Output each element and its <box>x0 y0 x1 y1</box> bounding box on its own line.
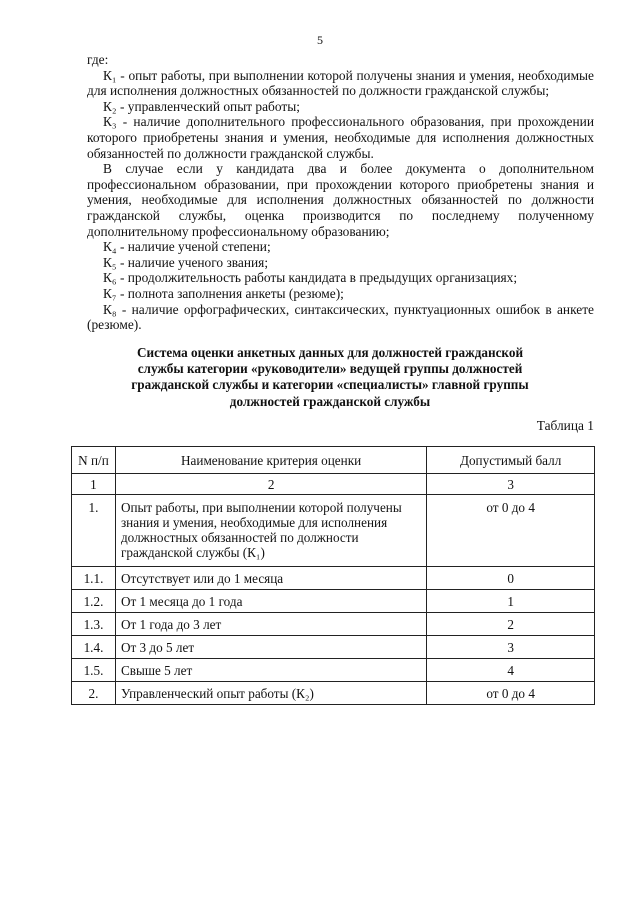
row-number: 1.4. <box>72 636 116 659</box>
column-header: Наименование критерия оценки <box>115 447 426 474</box>
heading-line: должностей гражданской службы <box>229 393 431 409</box>
score-value: 3 <box>427 636 595 659</box>
table-cell: 3 <box>427 474 595 495</box>
criterion-name: От 1 года до 3 лет <box>115 613 426 636</box>
paragraph: К₁ - опыт работы, при выполнении которой получены знания и умения, необходимые для исполнения должностных обязанностей по должности гражданской службы; <box>87 67 594 99</box>
paragraph: К₇ - полнота заполнения анкеты (резюме); <box>103 285 344 301</box>
paragraph: К₄ - наличие ученой степени; <box>103 239 271 255</box>
score-value: 2 <box>427 613 595 636</box>
paragraph: В случае если у кандидата два и более документа о дополнительном профессиональном образовании, при прохождении которого приобретены знания и умения, необходимые для исполнения должностных обязанностей по должности гражданской службы, оценка производится по последнему полученному дополнительному профессиональному образованию; <box>87 161 594 239</box>
row-number: 1.5. <box>72 659 116 682</box>
score-value: от 0 до 4 <box>427 682 595 705</box>
criterion-name: От 1 месяца до 1 года <box>115 590 426 613</box>
body-text <box>87 52 594 333</box>
score-value: 4 <box>427 659 595 682</box>
paragraph: К₂ - управленческий опыт работы; <box>103 98 300 114</box>
heading-line: службы категории «руководители» ведущей группы должностей <box>137 361 523 377</box>
table-label: Таблица 1 <box>536 418 594 433</box>
criterion-name: Опыт работы, при выполнении которой получены знания и умения, необходимые для исполнения должностных обязанностей по должности гражданской службы (К₁) <box>115 495 426 567</box>
table-cell: 2 <box>115 474 426 495</box>
column-header: N п/п <box>72 447 116 474</box>
row-number: 1.3. <box>72 613 116 636</box>
criterion-name: Отсутствует или до 1 месяца <box>115 567 426 590</box>
table-row <box>72 495 595 567</box>
table-row <box>72 613 595 636</box>
score-value: от 0 до 4 <box>427 495 595 567</box>
score-value: 1 <box>427 590 595 613</box>
section-heading <box>100 345 560 410</box>
page-number: 5 <box>317 33 323 47</box>
column-index-row <box>72 474 595 495</box>
paragraph: К₃ - наличие дополнительного профессионального образования, при прохождении которого приобретены знания и умения, необходимые для исполнения должностных обязанностей по должности гражданской службы. <box>87 114 594 161</box>
row-number: 1.1. <box>72 567 116 590</box>
paragraph: К₈ - наличие орфографических, синтаксических, пунктуационных ошибок в анкете (резюме). <box>87 301 594 333</box>
heading-line: Система оценки анкетных данных для должностей гражданской <box>136 345 524 360</box>
row-number: 1. <box>72 495 116 567</box>
criterion-name: Свыше 5 лет <box>115 659 426 682</box>
table-header-row <box>72 447 595 474</box>
table-row <box>72 659 595 682</box>
heading-line: гражданской службы и категории «специалисты» главной группы <box>131 377 529 393</box>
row-number: 2. <box>72 682 116 705</box>
score-value: 0 <box>427 567 595 590</box>
criteria-table <box>71 446 595 705</box>
paragraph: К₆ - продолжительность работы кандидата в предыдущих организациях; <box>103 270 518 286</box>
table-row <box>72 590 595 613</box>
criterion-name: От 3 до 5 лет <box>115 636 426 659</box>
row-number: 1.2. <box>72 590 116 613</box>
paragraph: К₅ - наличие ученого звания; <box>103 254 269 270</box>
table-row <box>72 567 595 590</box>
table-row <box>72 636 595 659</box>
criterion-name: Управленческий опыт работы (К₂) <box>115 682 426 705</box>
paragraph: где: <box>87 52 109 67</box>
column-header: Допустимый балл <box>427 447 595 474</box>
table-row <box>72 682 595 705</box>
table-cell: 1 <box>72 474 116 495</box>
